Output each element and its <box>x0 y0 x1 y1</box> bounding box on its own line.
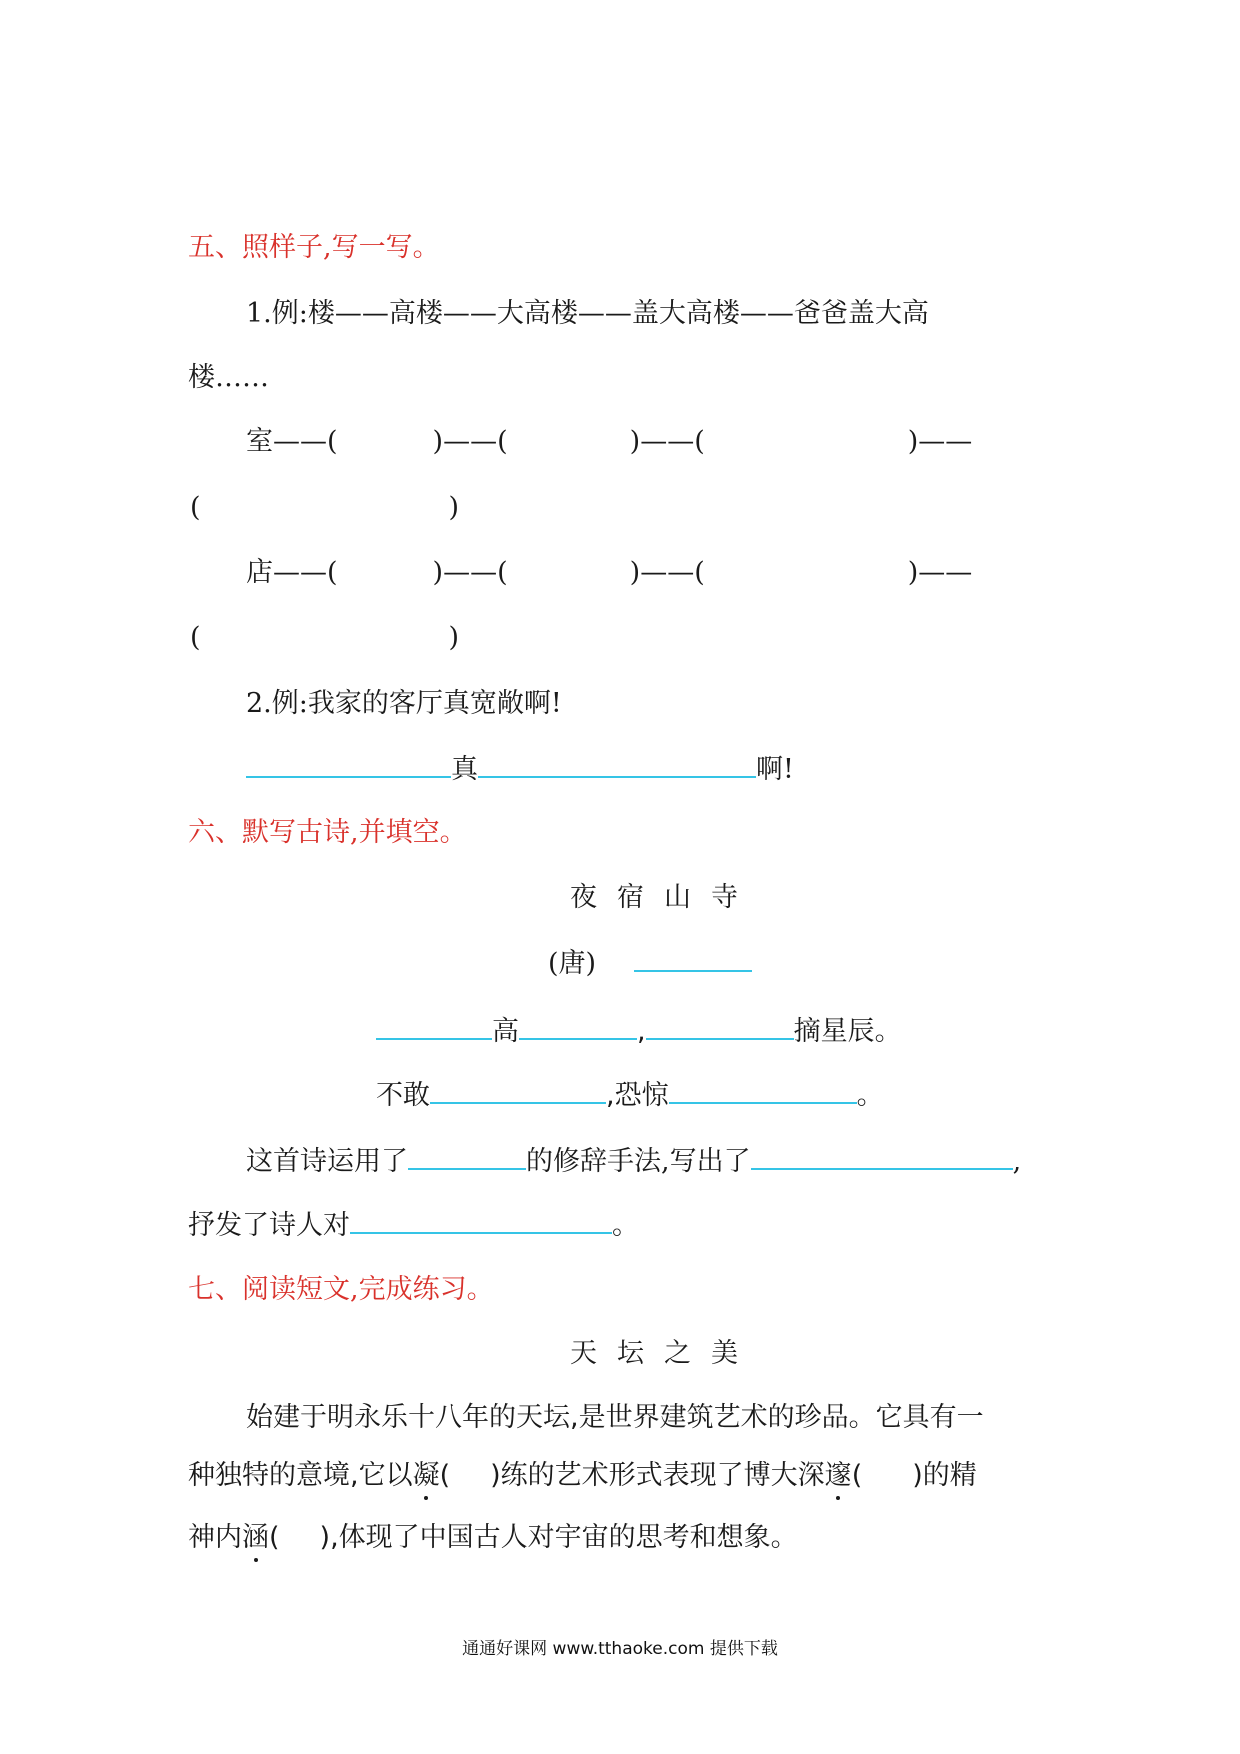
q1-example-line1: 1.例:楼——高楼——大高楼——盖大高楼——爸爸盖大高 <box>246 298 929 329</box>
page-footer: 通通好课网 www.tthaoke.com 提供下载 <box>462 1639 778 1659</box>
answer-blank[interactable] <box>519 1012 637 1040</box>
author-blank[interactable] <box>634 944 752 972</box>
q2-answer-line: 真 啊! <box>246 750 794 788</box>
answer-blank[interactable] <box>350 1206 612 1234</box>
article-line3: 神内涵( ),体现了中国古人对宇宙的思考和想象。 <box>188 1520 798 1556</box>
article-line1: 始建于明永乐十八年的天坛,是世界建筑艺术的珍品。它具有一 <box>246 1402 984 1433</box>
row-char: 室 <box>246 426 273 457</box>
q1-example-line2: 楼…… <box>188 362 269 393</box>
answer-blank[interactable] <box>408 1142 526 1170</box>
answer-blank[interactable] <box>646 1012 794 1040</box>
article-title: 天坛之美 <box>570 1338 758 1369</box>
answer-blank[interactable] <box>376 1012 492 1040</box>
answer-blank[interactable] <box>478 750 756 778</box>
poem-title: 夜宿山寺 <box>570 882 758 913</box>
article-line2: 种独特的意境,它以凝( )练的艺术形式表现了博大深邃( )的精 <box>188 1458 977 1494</box>
dynasty: (唐) <box>548 948 597 979</box>
poem-line1: 高 , 摘星辰。 <box>376 1012 902 1050</box>
row-shi-cont: ( ) <box>190 492 460 523</box>
poem-line2: 不敢 ,恐惊 。 <box>376 1076 884 1114</box>
poem-question-line1: 这首诗运用了 的修辞手法,写出了 , <box>246 1142 1021 1180</box>
row-dian-cont: ( ) <box>190 622 460 653</box>
section5-heading: 五、照样子,写一写。 <box>188 232 440 263</box>
dotted-char-ning: 凝 <box>413 1458 440 1494</box>
q2-example: 2.例:我家的客厅真宽敞啊! <box>246 688 562 719</box>
answer-blank[interactable] <box>430 1076 606 1104</box>
section7-heading: 七、阅读短文,完成练习。 <box>188 1274 494 1305</box>
dotted-char-sui: 邃 <box>825 1458 852 1494</box>
dotted-char-han: 涵 <box>242 1520 269 1556</box>
row-dian: 店——( )——( )——( )—— <box>246 557 973 588</box>
answer-blank[interactable] <box>246 750 451 778</box>
answer-blank[interactable] <box>669 1076 857 1104</box>
poem-author-line <box>548 944 752 982</box>
row-char: 店 <box>246 557 273 588</box>
section6-heading: 六、默写古诗,并填空。 <box>188 817 467 848</box>
answer-blank[interactable] <box>751 1142 1013 1170</box>
row-shi: 室——( )——( )——( )—— <box>246 426 973 457</box>
poem-question-line2: 抒发了诗人对 。 <box>188 1206 639 1244</box>
